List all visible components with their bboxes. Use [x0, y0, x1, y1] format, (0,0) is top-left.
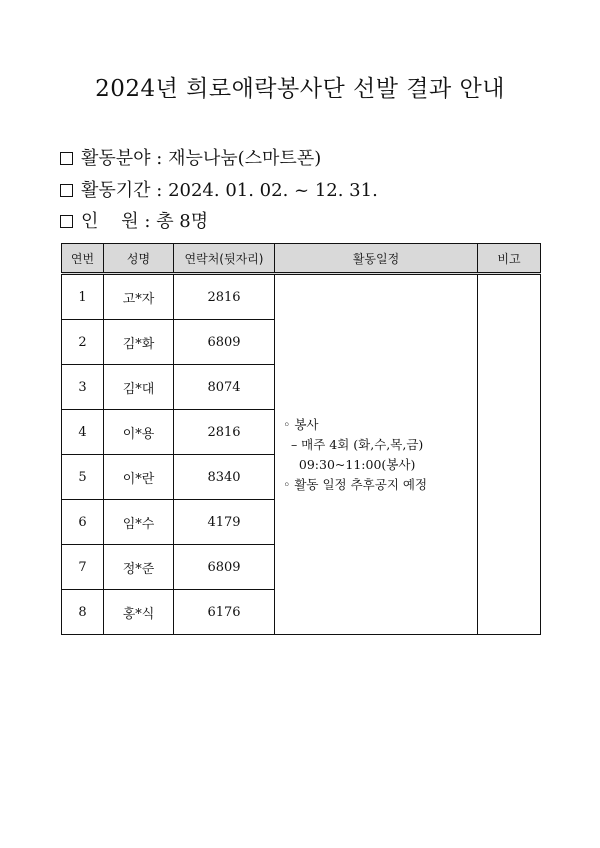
cell-no: 7: [62, 545, 104, 590]
info-value: 총 8명: [156, 211, 209, 232]
cell-name: 김*화: [104, 320, 174, 365]
header-contact: 연락처(뒷자리): [174, 244, 275, 274]
info-value: 재능나눔(스마트폰): [168, 148, 322, 169]
cell-contact: 2816: [174, 274, 275, 320]
cell-name: 홍*식: [104, 590, 174, 635]
cell-name: 정*준: [104, 545, 174, 590]
cell-contact: 2816: [174, 410, 275, 455]
cell-contact: 8340: [174, 455, 275, 500]
cell-no: 5: [62, 455, 104, 500]
cell-no: 1: [62, 274, 104, 320]
schedule-line: ◦ 봉사: [283, 416, 319, 432]
schedule-line: ◦ 활동 일정 추후공지 예정: [283, 476, 428, 492]
cell-contact: 4179: [174, 500, 275, 545]
cell-no: 8: [62, 590, 104, 635]
checkbox-square-icon: [60, 215, 73, 228]
header-remarks: 비고: [478, 244, 541, 274]
cell-name: 고*자: [104, 274, 174, 320]
selection-result-table: [61, 243, 541, 635]
checkbox-square-icon: [60, 152, 73, 165]
info-label: 활동기간: [81, 180, 151, 201]
header-schedule: 활동일정: [275, 244, 478, 274]
cell-no: 3: [62, 365, 104, 410]
cell-schedule: [275, 274, 478, 635]
cell-contact: 6809: [174, 545, 275, 590]
cell-no: 2: [62, 320, 104, 365]
cell-name: 임*수: [104, 500, 174, 545]
header-name: 성명: [104, 244, 174, 274]
info-activity-period: 활동기간 : 2024. 01. 02. ~ 12. 31.: [60, 176, 378, 202]
table-header-row: [62, 244, 541, 274]
cell-no: 4: [62, 410, 104, 455]
cell-remarks: [478, 274, 541, 635]
checkbox-square-icon: [60, 184, 73, 197]
info-headcount: 인 원 : 총 8명: [60, 207, 208, 233]
info-value: 2024. 01. 02. ~ 12. 31.: [168, 180, 378, 201]
cell-no: 6: [62, 500, 104, 545]
cell-name: 김*대: [104, 365, 174, 410]
info-activity-field: 활동분야 : 재능나눔(스마트폰): [60, 144, 321, 170]
info-label: 인 원: [81, 211, 139, 232]
cell-name: 이*용: [104, 410, 174, 455]
cell-name: 이*란: [104, 455, 174, 500]
schedule-line: – 매주 4회 (화,수,목,금): [283, 436, 424, 452]
cell-contact: 8074: [174, 365, 275, 410]
header-no: 연번: [62, 244, 104, 274]
cell-contact: 6176: [174, 590, 275, 635]
schedule-line: 09:30~11:00(봉사): [283, 456, 416, 472]
info-label: 활동분야: [81, 148, 151, 169]
table-row: [62, 274, 541, 320]
document-title: 2024년 희로애락봉사단 선발 결과 안내: [95, 76, 505, 102]
cell-contact: 6809: [174, 320, 275, 365]
